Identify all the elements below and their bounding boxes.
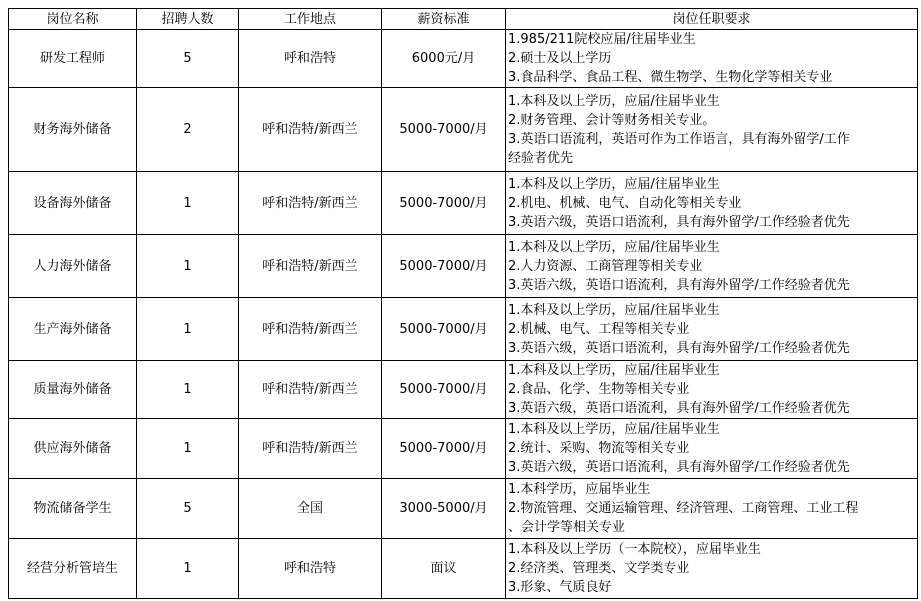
hire-count: 1: [137, 298, 239, 361]
work-location: 呼和浩特: [239, 30, 382, 88]
salary: 6000元/月: [382, 30, 506, 88]
work-location: 呼和浩特: [239, 539, 382, 599]
hire-count: 5: [137, 30, 239, 88]
requirement-line: 2.机电、机械、电气、自动化等相关专业: [508, 195, 742, 211]
requirements: [506, 172, 918, 235]
requirement-line: 2.食品、化学、生物等相关专业: [508, 382, 690, 397]
table-row: [9, 298, 918, 361]
requirement-line: 1.本科及以上学历（一本院校），应届毕业生: [508, 542, 761, 557]
requirement-line: 3.英语六级，英语口语流利，具有海外留学/工作经验者优先: [508, 401, 850, 416]
position-name: 物流储备学生: [9, 479, 137, 539]
requirement-line: 1.本科学历，应届毕业生: [508, 482, 651, 497]
requirement-line: 1.本科及以上学历，应届/往届毕业生: [508, 239, 720, 255]
work-location: 呼和浩特/新西兰: [239, 298, 382, 361]
table-row: [9, 30, 918, 88]
requirement-line: 2.人力资源、工商管理等相关专业: [508, 258, 703, 274]
recruitment-table: [8, 8, 918, 599]
requirement-line: 、会计学等相关专业: [508, 520, 626, 535]
hire-count: 1: [137, 361, 239, 419]
work-location: 全国: [239, 479, 382, 539]
position-name: 研发工程师: [9, 30, 137, 88]
hire-count: 1: [137, 419, 239, 479]
position-name: 质量海外储备: [9, 361, 137, 419]
header-requirements: 岗位任职要求: [506, 9, 918, 30]
salary: 5000-7000/月: [382, 298, 506, 361]
requirement-line: 2.机械、电气、工程等相关专业: [508, 321, 690, 337]
salary: 5000-7000/月: [382, 88, 506, 172]
table-row: [9, 235, 918, 298]
table-row: [9, 361, 918, 419]
salary: 5000-7000/月: [382, 172, 506, 235]
table-row: [9, 88, 918, 172]
requirement-line: 3.食品科学、食品工程、微生物学、生物化学等相关专业: [508, 70, 833, 85]
table-row: [9, 479, 918, 539]
requirement-line: 1.本科及以上学历，应届/往届毕业生: [508, 422, 720, 437]
requirement-line: 1.本科及以上学历，应届/往届毕业生: [508, 302, 720, 318]
work-location: 呼和浩特/新西兰: [239, 235, 382, 298]
requirement-line: 1.本科及以上学历，应届/往届毕业生: [508, 93, 720, 109]
work-location: 呼和浩特/新西兰: [239, 419, 382, 479]
requirements: [506, 88, 918, 172]
header-location: 工作地点: [239, 9, 382, 30]
requirements: [506, 361, 918, 419]
header-count: 招聘人数: [137, 9, 239, 30]
requirement-line: 2.统计、采购、物流等相关专业: [508, 441, 690, 456]
work-location: 呼和浩特/新西兰: [239, 88, 382, 172]
hire-count: 5: [137, 479, 239, 539]
table-row: [9, 172, 918, 235]
salary: 3000-5000/月: [382, 479, 506, 539]
header-position: 岗位名称: [9, 9, 137, 30]
requirements: [506, 298, 918, 361]
requirement-line: 经验者优先: [508, 150, 574, 166]
position-name: 供应海外储备: [9, 419, 137, 479]
hire-count: 1: [137, 539, 239, 599]
requirement-line: 2.物流管理、交通运输管理、经济管理、工商管理、工业工程: [508, 501, 859, 516]
hire-count: 1: [137, 172, 239, 235]
salary: 面议: [382, 539, 506, 599]
position-name: 人力海外储备: [9, 235, 137, 298]
table-row: [9, 419, 918, 479]
requirements: [506, 419, 918, 479]
requirement-line: 1.本科及以上学历，应届/往届毕业生: [508, 176, 720, 192]
work-location: 呼和浩特/新西兰: [239, 361, 382, 419]
hire-count: 1: [137, 235, 239, 298]
requirement-line: 2.硕士及以上学历: [508, 51, 612, 66]
requirement-line: 3.英语六级，英语口语流利，具有海外留学/工作经验者优先: [508, 460, 850, 475]
position-name: 生产海外储备: [9, 298, 137, 361]
requirement-line: 3.形象、气质良好: [508, 580, 612, 595]
work-location: 呼和浩特/新西兰: [239, 172, 382, 235]
requirement-line: 1.本科及以上学历，应届/往届毕业生: [508, 363, 720, 378]
salary: 5000-7000/月: [382, 361, 506, 419]
position-name: 财务海外储备: [9, 88, 137, 172]
header-salary: 薪资标准: [382, 9, 506, 30]
position-name: 经营分析管培生: [9, 539, 137, 599]
requirement-line: 2.经济类、管理类、文学类专业: [508, 561, 690, 576]
requirement-line: 2.财务管理、会计等财务相关专业。: [508, 112, 716, 128]
requirements: [506, 539, 918, 599]
requirement-line: 3.英语六级，英语口语流利，具有海外留学/工作经验者优先: [508, 340, 850, 356]
table-row: [9, 539, 918, 599]
hire-count: 2: [137, 88, 239, 172]
requirement-line: 1.985/211院校应届/往届毕业生: [508, 32, 696, 47]
requirement-line: 3.英语六级，英语口语流利，具有海外留学/工作经验者优先: [508, 277, 850, 293]
requirement-line: 3.英语口语流利，英语可作为工作语言，具有海外留学/工作: [508, 131, 850, 147]
requirements: [506, 30, 918, 88]
position-name: 设备海外储备: [9, 172, 137, 235]
salary: 5000-7000/月: [382, 235, 506, 298]
requirements: [506, 235, 918, 298]
requirement-line: 3.英语六级，英语口语流利，具有海外留学/工作经验者优先: [508, 214, 850, 230]
requirements: [506, 479, 918, 539]
header-row: [9, 9, 918, 30]
salary: 5000-7000/月: [382, 419, 506, 479]
